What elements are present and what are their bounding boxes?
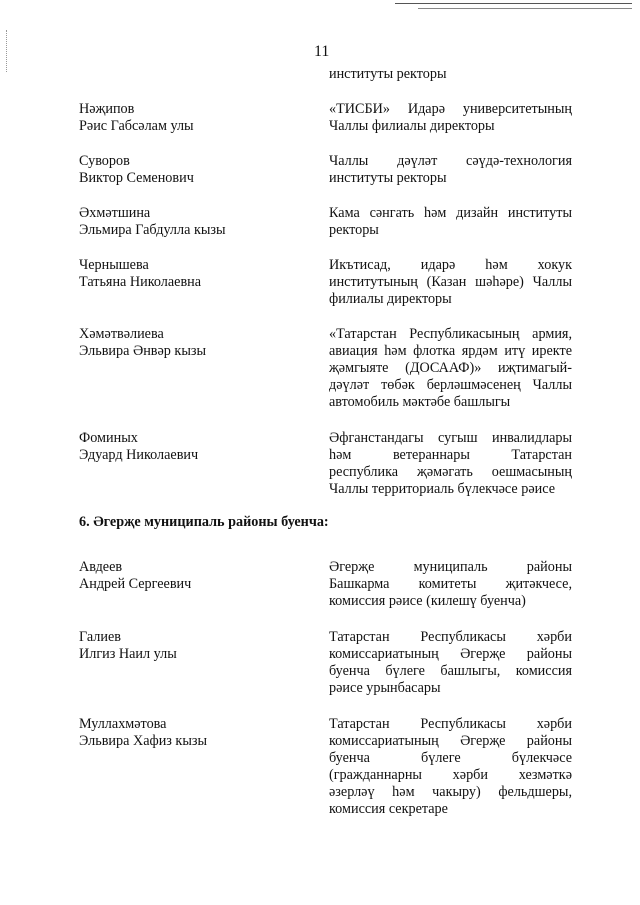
role-line: республика җәмәгать оешмасының: [329, 464, 572, 480]
role-line: институты ректоры: [329, 170, 447, 186]
member-surname: Суворов: [79, 153, 130, 169]
member-name: [79, 205, 309, 239]
role-line: буенча бүлеге башлыгы, комиссия: [329, 663, 572, 679]
member-role: [329, 559, 572, 610]
member-name: [79, 153, 309, 187]
member-given-name: Рәис Габсәлам улы: [79, 118, 194, 134]
member-given-name: Илгиз Наил улы: [79, 646, 177, 662]
member-role: [329, 257, 572, 308]
role-line: филиалы директоры: [329, 291, 452, 307]
member-name: [79, 559, 309, 593]
member-name: [79, 101, 309, 135]
role-line: (гражданнарны хәрби хезмәткә: [329, 767, 572, 783]
section-title: 6. Әгерҗе муниципаль районы буенча:: [79, 514, 329, 530]
role-line: комиссариатының Әгерҗе районы: [329, 646, 572, 662]
member-surname: Муллахмәтова: [79, 716, 167, 732]
role-line: Башкарма комитеты җитәкчесе,: [329, 576, 572, 592]
role-line: Әфганстандагы сугыш инвалидлары: [329, 430, 572, 446]
role-line: Чаллы территориаль бүлекчәсе рәисе: [329, 481, 555, 497]
role-line: җәмгыяте (ДОСААФ)» иҗтимагый-: [329, 360, 572, 376]
scan-edge-line: [418, 8, 632, 9]
role-line: дәүләт төбәк берләшмәсенең Чаллы: [329, 377, 572, 393]
member-role: [329, 153, 572, 187]
member-role: [329, 716, 572, 818]
role-line: комиссариатының Әгерҗе районы: [329, 733, 572, 749]
role-line: ректоры: [329, 222, 379, 238]
scan-edge-line: [395, 3, 632, 4]
member-surname: Әхмәтшина: [79, 205, 151, 221]
role-line: әзерләү һәм чакыру) фельдшеры,: [329, 784, 572, 800]
role-line: һәм ветераннары Татарстан: [329, 447, 572, 463]
member-surname: Хәмәтвәлиева: [79, 326, 164, 342]
member-surname: Нәҗипов: [79, 101, 135, 117]
role-line: рәисе урынбасары: [329, 680, 441, 696]
page-number: 11: [314, 43, 330, 60]
member-given-name: Эльмира Габдулла кызы: [79, 222, 226, 238]
member-given-name: Андрей Сергеевич: [79, 576, 192, 592]
role-line: Чаллы филиалы директоры: [329, 118, 495, 134]
role-line: Әгерҗе муниципаль районы: [329, 559, 572, 575]
member-role: [329, 205, 572, 239]
role-line: авиация һәм флотка ярдәм итү иректе: [329, 343, 572, 359]
role-line: Чаллы дәүләт сәүдә-технология: [329, 153, 572, 169]
member-given-name: Виктор Семенович: [79, 170, 194, 186]
member-role: [329, 430, 572, 498]
member-given-name: Эльвира Хафиз кызы: [79, 733, 207, 749]
member-surname: Авдеев: [79, 559, 123, 575]
member-role: [329, 101, 572, 135]
scan-margin-marks: [6, 30, 8, 72]
member-name: [79, 716, 309, 750]
member-role: [329, 326, 572, 411]
member-given-name: Эдуард Николаевич: [79, 447, 199, 463]
member-role: [329, 629, 572, 697]
member-name: [79, 629, 309, 663]
member-given-name: Татьяна Николаевна: [79, 274, 202, 290]
member-surname: Чернышева: [79, 257, 149, 273]
member-name: [79, 430, 309, 464]
member-surname: Галиев: [79, 629, 121, 645]
role-line: «Татарстан Республикасының армия,: [329, 326, 572, 342]
carry-over-text: институты ректоры: [329, 66, 447, 82]
role-line: Кама сәнгать һәм дизайн институты: [329, 205, 572, 221]
member-name: [79, 257, 309, 291]
member-given-name: Эльвира Әнвәр кызы: [79, 343, 206, 359]
member-surname: Фоминых: [79, 430, 138, 446]
member-name: [79, 326, 309, 360]
role-line: комиссия рәисе (килешү буенча): [329, 593, 526, 609]
role-line: Татарстан Республикасы хәрби: [329, 629, 572, 645]
role-line: Икътисад, идарә һәм хокук: [329, 257, 572, 273]
role-line: Татарстан Республикасы хәрби: [329, 716, 572, 732]
role-line: буенча бүлеге бүлекчәсе: [329, 750, 572, 766]
role-line: институтының (Казан шәһәре) Чаллы: [329, 274, 572, 290]
role-line: автомобиль мәктәбе башлыгы: [329, 394, 511, 410]
role-line: «ТИСБИ» Идарә университетының: [329, 101, 572, 117]
role-line: комиссия секретаре: [329, 801, 448, 817]
